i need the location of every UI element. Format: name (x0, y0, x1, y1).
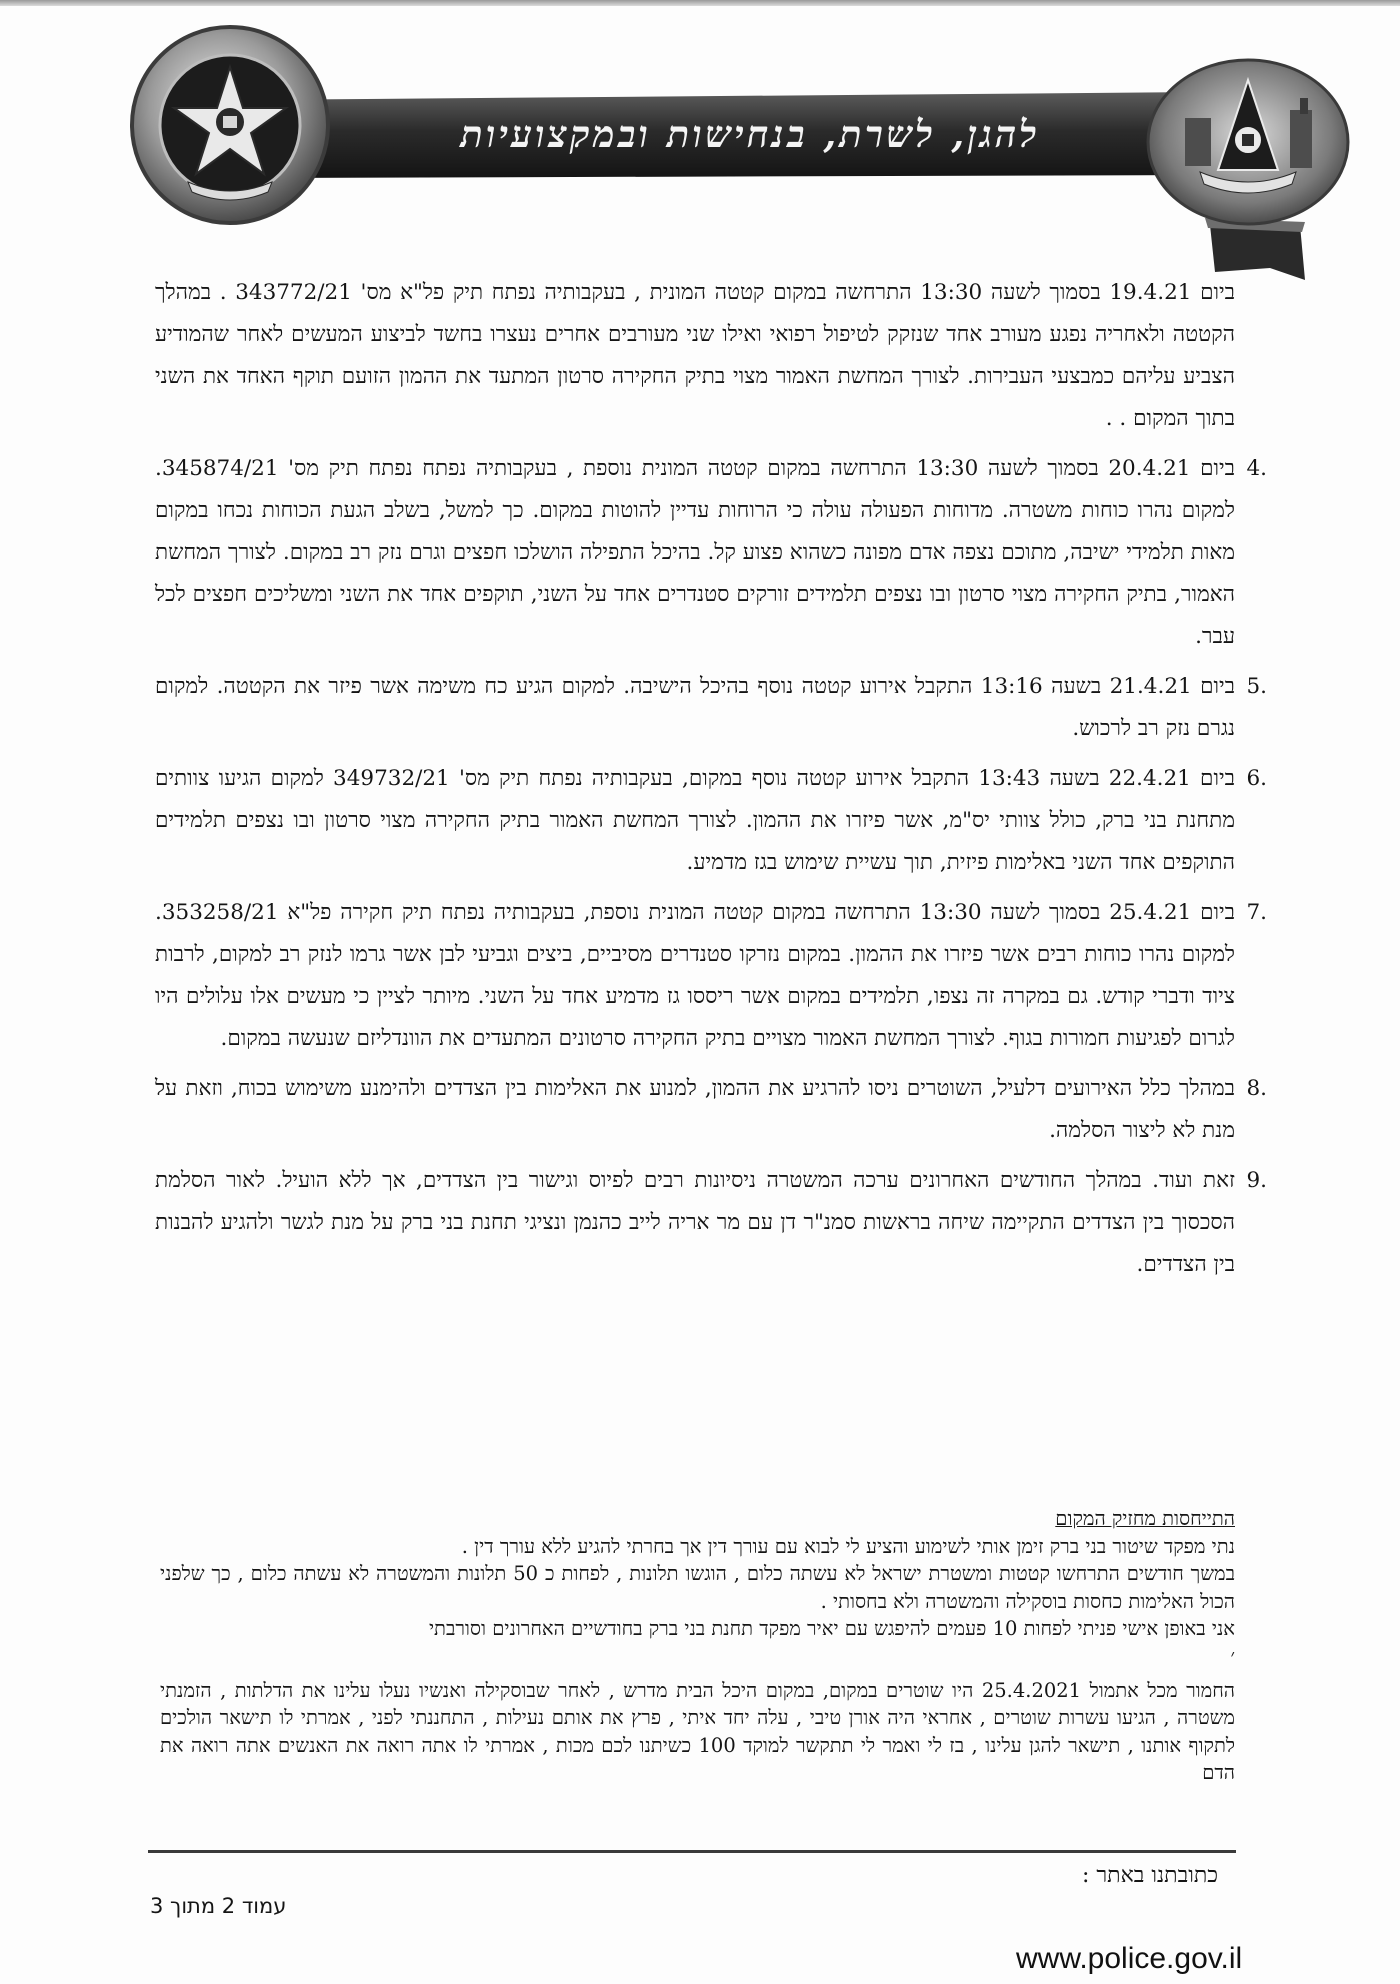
page-number: עמוד 2 מתוך 3 (150, 1894, 287, 1918)
paragraph-text: במהלך כלל האירועים דלעיל, השוטרים ניסו להרגיע את ההמון, למנוע את האלימות בין הצדדים ולהימנע משימוש בכוח, וזאת על מנת לא ליצור הסלמה. (155, 1076, 1235, 1143)
paragraph-number: 4. (1246, 456, 1267, 481)
paragraph-6 (155, 758, 1267, 884)
paragraph-number: 8. (1246, 1076, 1267, 1101)
document-body (155, 272, 1267, 1294)
paragraph-8 (155, 1068, 1267, 1152)
letterhead-motto: להגן, לשרת, בנחישות ובמקצועיות (460, 112, 1040, 156)
section-title: התייחסות מחזיק המקום (1055, 1507, 1235, 1530)
paragraph-text: זאת ועוד. במהלך החודשים האחרונים ערכה המשטרה ניסיונות רבים לפיוס וגישור בין הצדדים, אך ללא הועיל. לאור הסלמת הסכסוך בין הצדדים התקיימה שיחה בראשות סמנ"ר דן עם מר אריה לייב כהנמן ונציגי תחנת בני ברק על מנת לגשר ולהגיע להבנות בין הצדדים. (155, 1168, 1235, 1277)
stray-mark: ׳ (1230, 1644, 1235, 1668)
paragraph-text: ביום 22.4.21 בשעה 13:43 התקבל אירוע קטטה נוסף במקום, בעקבותיה נפתח תיק מס' 349732/21 למקום הגיעו צוותים מתחנת בני ברק, כולל צוותי יס"מ, אשר פיזרו את ההמון. לצורך המחשת האמור בתיק החקירה מצוי סרטון ובו נצפים תלמידים התוקפים אחד השני באלימות פיזית, תוך עשיית שימוש בגז מדמיע. (155, 766, 1235, 875)
footer-website-label: כתובתנו באתר : (1081, 1863, 1218, 1888)
footer-divider (148, 1850, 1236, 1853)
paragraph-text: ביום 21.4.21 בשעה 13:16 התקבל אירוע קטטה נוסף בהיכל הישיבה. למקום הגיע כח משימה אשר פיזר את הקטטה. למקום נגרם נזק רב לרכוש. (155, 674, 1235, 741)
paragraph-text: ביום 19.4.21 בסמוך לשעה 13:30 התרחשה במקום קטטה המונית , בעקבותיה נפתח תיק פל"א מס' 343772/21 . במהלך הקטטה ולאחריה נפגע מעורב אחד שנזקק לטיפול רפואי ואילו שני מעורבים אחרים נעצרו בחשד לביצוע המעשים לאחר שהמודיע הצביע עליהם כמבצעי העבירות. לצורך המחשת האמור מצוי בתיק החקירה סרטון המתעד את ההמון הזועם תוקף האחד את השני בתוך המקום . . (155, 280, 1235, 431)
paragraph-5 (155, 666, 1267, 750)
letterhead-banner (0, 0, 1400, 280)
paragraph-number: 9. (1246, 1168, 1267, 1193)
paragraph-4 (155, 448, 1267, 658)
paragraph-number: 6. (1246, 766, 1267, 791)
paragraph-9 (155, 1160, 1267, 1286)
section-line: החמור מכל אתמול 25.4.2021 היו שוטרים במקום, במקום היכל הבית מדרש , לאחר שבוסקילה ואנשיו נעלו עלינו את הדלתות , הזמנתי משטרה , הגיעו עשרות שוטרים , אחראי היה אורן טיבי , עלה יחד איתי , פרץ את אותם נעילות , התחננתי לפני , אמרתי לו תישאר הולכים לתקוף אותנו , תישאר להגן עלינו , בז לי ואמר לי תתקשר למוקד 100 כשיתנו לכם מכות , אמרתי לו אתה רואה את האנשים אתה רואה את הדם (160, 1678, 1235, 1784)
stray-mark-line (160, 1643, 1235, 1677)
paragraph-text: ביום 20.4.21 בסמוך לשעה 13:30 התרחשה במקום קטטה המונית נוספת , בעקבותיה נפתח נפתח תיק מס' 345874/21. למקום נהרו כוחות משטרה. מדוחות הפעולה עולה כי הרוחות עדיין להוטות במקום. כך למשל, בשלב הגעת הכוחות נכחו במקום מאות תלמידי ישיבה, מתוכם נצפה אדם מפונה כשהוא פצוע קל. בהיכל התפילה הושלכו חפצים וגרם נזק רב במקום. לצורך המחשת האמור, בתיק החקירה מצוי סרטון ובו נצפים תלמידים זורקים סטנדרים אחד על השני, תוקפים אחד את השני ומשליכים חפצים לכל עבר. (155, 456, 1235, 649)
section-line: במשך חודשים התרחשו קטטות ומשטרת ישראל לא עשתה כלום , הוגשו תלונות , לפחות כ 50 תלונות והמשטרה לא עשתה כלום , כך שלפני הכול האלימות כחסות בוסקילה והמשטרה ולא בחסותי . (160, 1562, 1236, 1613)
paragraph-number: 7. (1246, 900, 1267, 925)
section-line: נתי מפקד שיטור בני ברק זימן אותי לשימוע והציע לי לבוא עם עורך דין אך בחרתי להגיע ללא עורך דין . (461, 1534, 1235, 1558)
paragraph-3-continuation (155, 272, 1235, 440)
paragraph-number: 5. (1246, 674, 1267, 699)
website-link[interactable]: www.police.gov.il (1016, 1942, 1243, 1975)
holder-response-section (160, 1505, 1235, 1787)
section-line: אני באופן אישי פניתי לפחות 10 פעמים להיפגש עם יאיר מפקד תחנת בני ברק בחודשיים האחרונים וסורבתי (428, 1617, 1235, 1640)
paragraph-text: ביום 25.4.21 בסמוך לשעה 13:30 התרחשה במקום קטטה המונית נוספת, בעקבותיה נפתח תיק חקירה פל"א 353258/21. למקום נהרו כוחות רבים אשר פיזרו את ההמון. במקום נזרקו סטנדרים מסיביים, ביצים וגביעי לבן אשר גרמו לנזק רב למקום, לרבות ציוד ודברי קודש. גם במקרה זה נצפו, תלמידים במקום אשר ריססו גז מדמיע אחד על השני. מיותר לציין כי מעשים אלו עלולים היו לגרום לפגיעות חמורות בגוף. לצורך המחשת האמור מצויים בתיק החקירה סרטונים המתעדים את הוונדליזם שנעשה במקום. (155, 900, 1235, 1051)
paragraph-7 (155, 892, 1267, 1060)
